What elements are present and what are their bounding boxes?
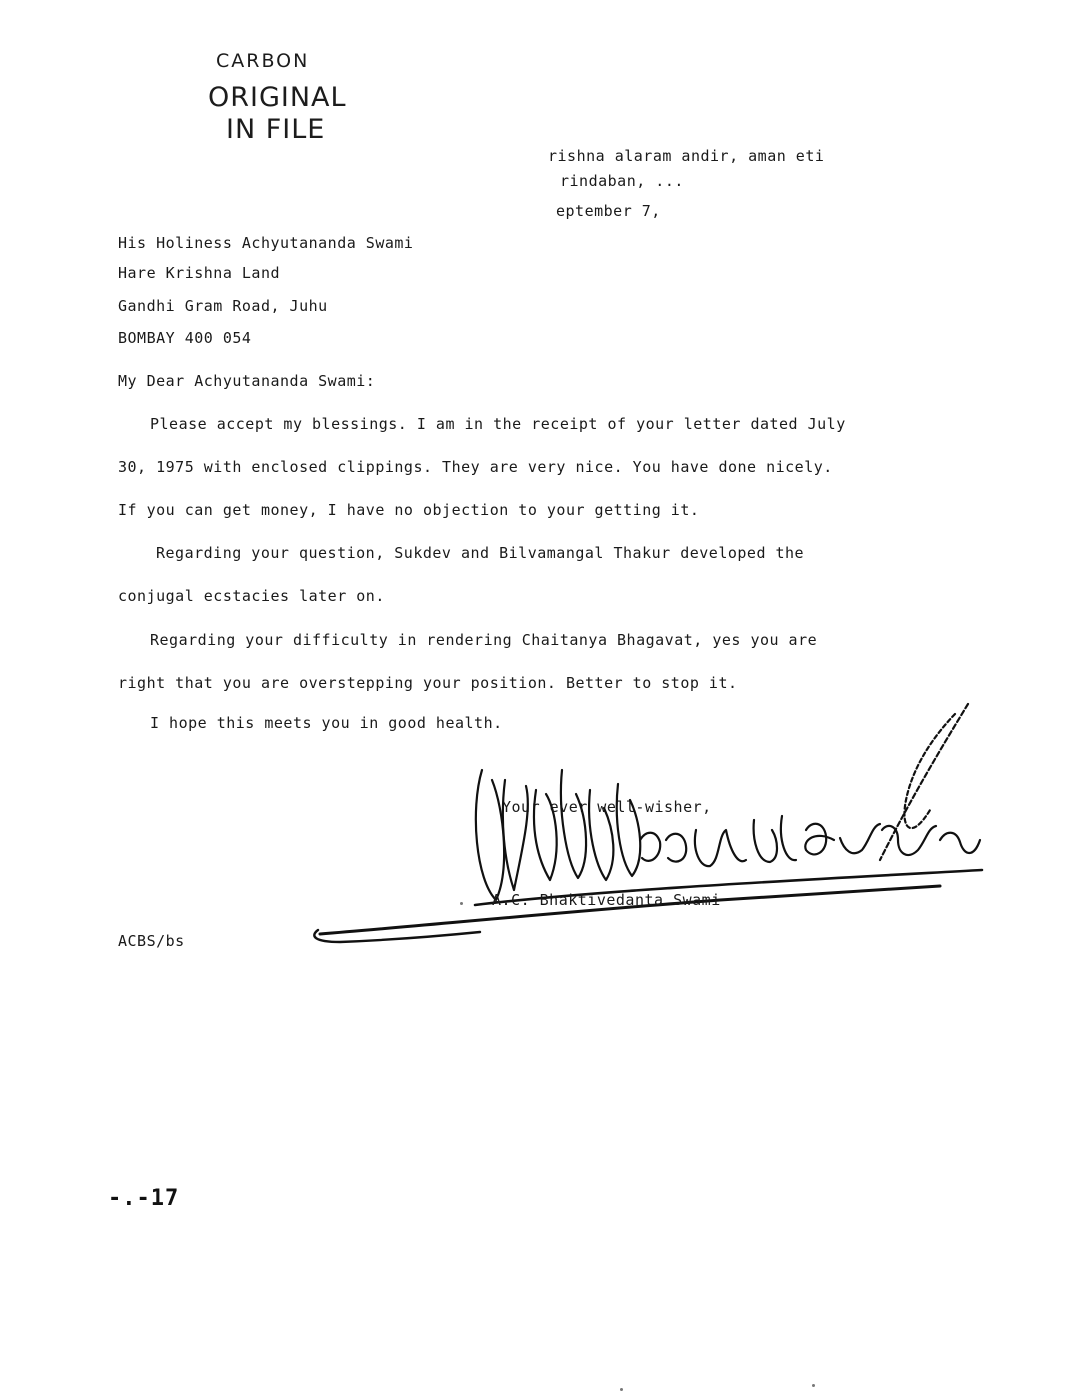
scan-speck [620, 1388, 623, 1391]
signatory-name: A.C. Bhaktivedanta Swami [492, 891, 721, 909]
body-p4-line1: I hope this meets you in good health. [150, 714, 503, 732]
body-p2-line2: conjugal ecstacies later on. [118, 587, 385, 605]
body-p2-line1: Regarding your question, Sukdev and Bilvamangal Thakur developed the [156, 544, 805, 562]
body-p1-line1: Please accept my blessings. I am in the receipt of your letter dated July [150, 415, 846, 433]
body-p3-line1: Regarding your difficulty in rendering Chaitanya Bhagavat, yes you are [150, 631, 818, 649]
scan-speck [812, 1384, 815, 1387]
closing: Your ever well-wisher, [502, 798, 712, 816]
scan-speck [460, 902, 463, 905]
handwritten-signature [300, 690, 1000, 960]
recipient-address-line2: Hare Krishna Land [118, 264, 281, 282]
salutation: My Dear Achyutananda Swami: [118, 372, 376, 390]
sender-address-line2: rindaban, ... [560, 172, 684, 190]
recipient-address-line3: Gandhi Gram Road, Juhu [118, 297, 328, 315]
recipient-address-line4: BOMBAY 400 054 [118, 329, 252, 347]
letter-date: eptember 7, [556, 202, 661, 220]
carbon-stamp-line1: CARBON [216, 50, 310, 72]
body-p1-line2: 30, 1975 with enclosed clippings. They are very nice. You have done nicely. [118, 458, 833, 476]
carbon-stamp-line2: ORIGINAL [208, 82, 347, 113]
body-p3-line2: right that you are overstepping your position. Better to stop it. [118, 674, 738, 692]
recipient-name: His Holiness Achyutananda Swami [118, 234, 414, 252]
typist-initials: ACBS/bs [118, 932, 185, 950]
carbon-stamp-line3: IN FILE [226, 114, 326, 145]
sender-address-line1: rishna alaram andir, aman eti [548, 147, 825, 165]
archive-page-mark: -.-17 [108, 1186, 180, 1211]
body-p1-line3: If you can get money, I have no objection to your getting it. [118, 501, 700, 519]
